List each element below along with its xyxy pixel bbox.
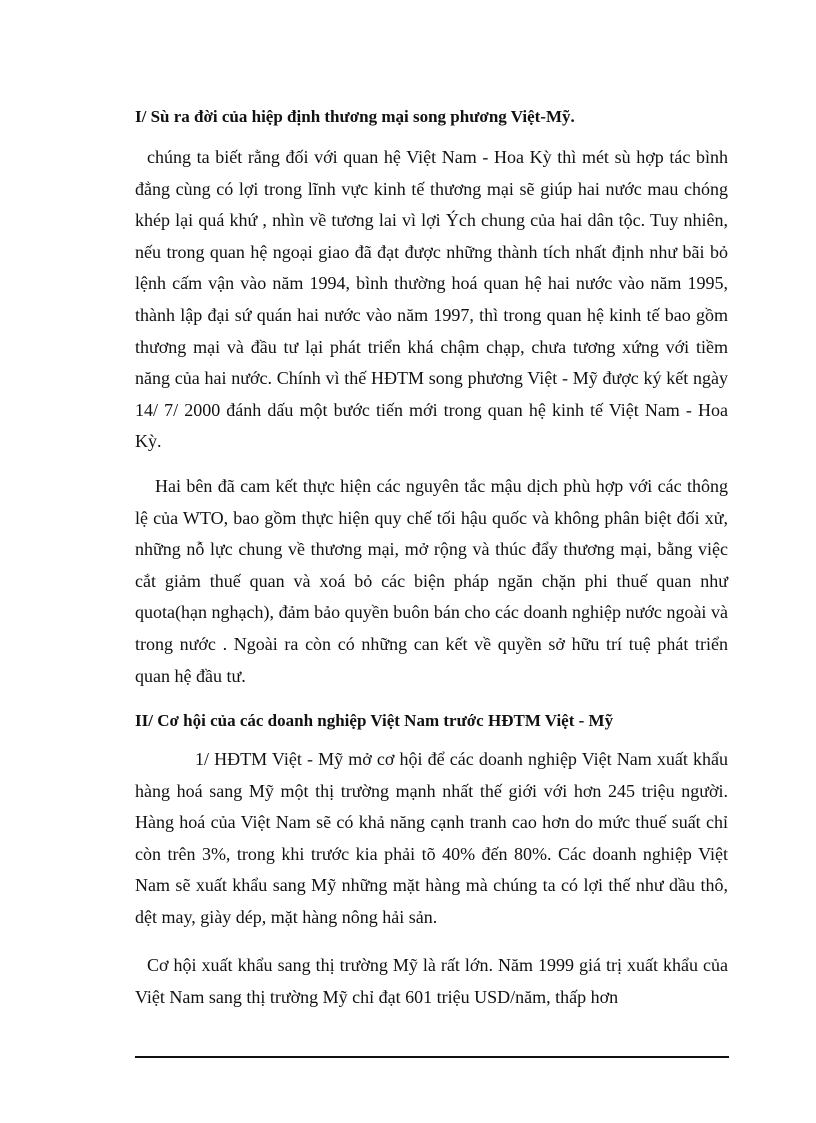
section-1-paragraph-2: Hai bên đã cam kết thực hiện các nguyên tắc mậu dịch phù hợp với các thông lệ của WTO, bao gồm thực hiện quy chế tối hậu quốc và không phân biệt đối xử, những nỗ lực chung về thương mại, mở rộng và thúc đẩy thương mại, bằng việc cắt giảm thuế quan và xoá bỏ các biện pháp ngăn chặn phi thuế quan như quota(hạn nghạch), đảm bảo quyền buôn bán cho các doanh nghiệp nước ngoài và trong nước . Ngoài ra còn có những can kết về quyền sở hữu trí tuệ phát triển quan hệ đầu tư. (135, 476, 728, 686)
section-1-paragraph-1: chúng ta biết rằng đối với quan hệ Việt Nam - Hoa Kỳ thì mét sù hợp tác bình đẳng cùng có lợi trong lĩnh vực kinh tế thương mại sẽ giúp hai nước mau chóng khép lại quá khứ , nhìn về tương lai vì lợi Ých chung của hai dân tộc. Tuy nhiên, nếu trong quan hệ ngoại giao đã đạt được những thành tích nhất định như bãi bỏ lệnh cấm vận vào năm 1994, bình thường hoá quan hệ hai nước vào năm 1995, thành lập đại sứ quán hai nước vào năm 1997, thì trong quan hệ kinh tế bao gồm thương mại và đầu tư lại phát triển khá chậm chạp, chưa tương xứng với tiềm năng của hai nước. Chính vì thế HĐTM song phương Việt - Mỹ được ký kết ngày 14/ 7/ 2000 đánh dấu một bước tiến mới trong quan hệ kinh tế Việt Nam - Hoa Kỳ. (135, 147, 728, 452)
section-heading-1: I/ Sù ra đời của hiệp định thương mại song phương Việt-Mỹ. (135, 107, 575, 126)
section-2-paragraph-1: 1/ HĐTM Việt - Mỹ mở cơ hội để các doanh nghiệp Việt Nam xuất khẩu hàng hoá sang Mỹ một thị trường mạnh nhất thế giới với hơn 245 triệu người. Hàng hoá của Việt Nam sẽ có khả năng cạnh tranh cao hơn do mức thuế suất chỉ còn trên 3%, trong khi trước kia phải tõ 40% đến 80%. Các doanh nghiệp Việt Nam sẽ xuất khẩu sang Mỹ những mặt hàng mà chúng ta có lợi thế như dầu thô, dệt may, giày dép, mặt hàng nông hải sản. (135, 749, 728, 927)
section-2-paragraph-2: Cơ hội xuất khẩu sang thị trường Mỹ là rất lớn. Năm 1999 giá trị xuất khẩu của Việt Nam sang thị trường Mỹ chỉ đạt 601 triệu USD/năm, thấp hơn (135, 955, 728, 1007)
footer-divider (135, 1056, 729, 1058)
section-heading-2: II/ Cơ hội của các doanh nghiệp Việt Nam trước HĐTM Việt - Mỹ (135, 711, 614, 730)
